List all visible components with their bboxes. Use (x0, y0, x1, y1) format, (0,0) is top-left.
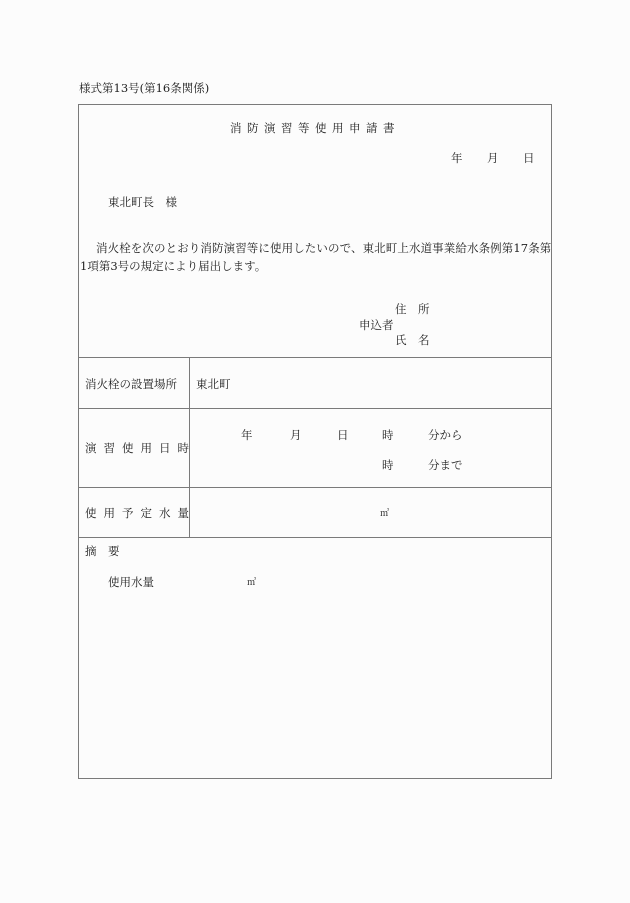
datetime-label: 演習使用日時 (85, 441, 196, 455)
body-text-line-2: 1項第3号の規定により届出します。 (80, 259, 267, 273)
applicant-label: 申込者 (359, 318, 394, 332)
date-month-label: 月 (487, 151, 499, 165)
form-number: 様式第13号(第16条関係) (79, 81, 210, 95)
addressee: 東北町長 様 (108, 195, 177, 209)
row-divider (78, 408, 551, 409)
remarks-label: 摘 要 (85, 544, 120, 558)
form-title: 消防演習等使用申請書 (230, 121, 400, 135)
volume-label: 使用予定水量 (85, 506, 196, 520)
date-day-label: 日 (523, 151, 535, 165)
datetime-hour-from[interactable]: 時 (382, 428, 394, 442)
datetime-day[interactable]: 日 (337, 428, 349, 442)
datetime-minute-to[interactable]: 分まで (428, 458, 463, 472)
body-text-line-1: 消火栓を次のとおり消防演習等に使用したいので、東北町上水道事業給水条例第17条第 (96, 241, 552, 255)
volume-unit[interactable]: ㎥ (380, 509, 390, 519)
applicant-address-label: 住 所 (395, 302, 430, 316)
row-divider (78, 487, 551, 488)
datetime-hour-to[interactable]: 時 (382, 458, 394, 472)
datetime-year[interactable]: 年 (241, 428, 253, 442)
row-divider (78, 357, 551, 358)
row-divider (78, 537, 551, 538)
location-value[interactable]: 東北町 (196, 377, 231, 391)
datetime-minute-from[interactable]: 分から (428, 428, 463, 442)
date-year-label: 年 (451, 151, 463, 165)
water-used-label: 使用水量 (108, 575, 154, 589)
datetime-month[interactable]: 月 (290, 428, 302, 442)
water-used-unit[interactable]: ㎥ (247, 578, 257, 588)
applicant-name-label: 氏 名 (395, 333, 430, 347)
location-label: 消火栓の設置場所 (85, 377, 177, 391)
